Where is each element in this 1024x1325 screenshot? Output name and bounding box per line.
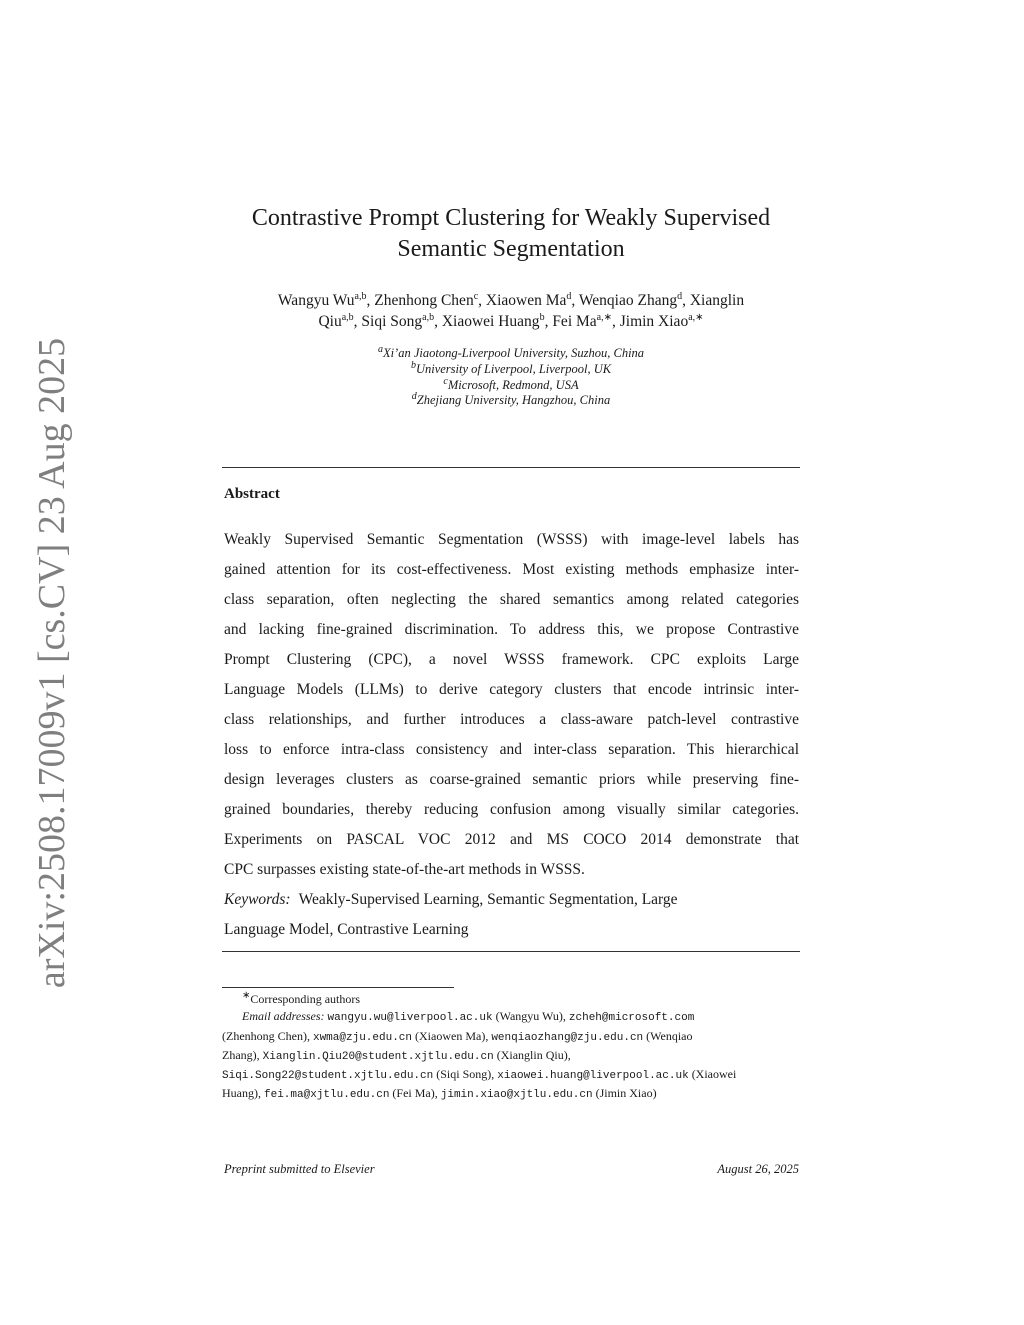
email-owner: (Fei Ma), [389, 1086, 441, 1101]
email-owner: Huang), [222, 1086, 264, 1101]
affiliation-text: Zhejiang University, Hangzhou, China [416, 393, 611, 408]
email-line-2 [222, 1028, 800, 1047]
author-name-part: Xianglin [689, 292, 745, 309]
abstract-line: Weakly Supervised Semantic Segmentation (WSSS) with image-level labels has [224, 531, 799, 548]
email-owner: (Siqi Song), [433, 1067, 498, 1082]
email-owner: (Xiaowen Ma), [412, 1028, 492, 1043]
email-address[interactable]: zcheh@microsoft.com [568, 1012, 695, 1025]
preprint-date: August 26, 2025 [717, 1162, 799, 1176]
author-name: Wangyu Wu [277, 292, 355, 309]
preprint-note: Preprint submitted to Elsevier [224, 1162, 375, 1176]
paper-title [222, 203, 800, 265]
author-affil-mark: d [566, 290, 572, 302]
email-line-3 [222, 1047, 800, 1066]
author-affil-mark: d [677, 290, 683, 302]
author-list [222, 290, 800, 332]
email-address[interactable]: Xianglin.Qiu20@student.xjtlu.edu.cn [262, 1050, 494, 1063]
author-name: Xiaowei Huang [441, 313, 540, 330]
author-affil-mark: a,b [422, 311, 435, 323]
email-address[interactable]: xwma@zju.edu.cn [312, 1031, 413, 1044]
title-line-2: Semantic Segmentation [397, 236, 625, 262]
author-name: Wenqiao Zhang [578, 292, 678, 309]
author-name: Siqi Song [361, 313, 423, 330]
affiliation-mark: d [411, 391, 417, 403]
email-label: Email addresses: [242, 1009, 325, 1024]
email-owner: (Jimin Xiao) [592, 1086, 657, 1101]
email-address[interactable]: Siqi.Song22@student.xjtlu.edu.cn [222, 1070, 434, 1083]
affiliation-mark: a [377, 343, 383, 355]
title-line-1: Contrastive Prompt Clustering for Weakly Supervised [251, 205, 771, 231]
author-name: Fei Ma [552, 313, 597, 330]
footnote-mark: ∗ [242, 990, 251, 1001]
email-owner: (Xianglin Qiu), [493, 1047, 571, 1062]
affiliation-c [222, 375, 800, 394]
author-name: Jimin Xiao [619, 313, 689, 330]
author-affil-mark: a,∗ [596, 311, 612, 323]
affiliation-text: University of Liverpool, Liverpool, UK [415, 361, 612, 376]
abstract-body [224, 525, 799, 885]
email-address[interactable]: jimin.xiao@xjtlu.edu.cn [440, 1089, 593, 1102]
email-owner: (Zhenhong Chen), [222, 1028, 313, 1043]
affiliation-b [222, 359, 800, 378]
email-owner: Zhang), [222, 1047, 263, 1062]
affiliations [222, 343, 800, 409]
email-line-1 [222, 1008, 800, 1027]
abstract-bottom-rule [222, 951, 800, 952]
author-name: Zhenhong Chen [374, 292, 474, 309]
abstract-line: design leverages clusters as coarse-grained semantic priors while preserving fine- [224, 771, 799, 788]
keywords-line-1 [224, 885, 799, 915]
abstract-line: and lacking fine-grained discrimination. To address this, we propose Contrastive [224, 621, 799, 638]
keywords-label: Keywords: [224, 891, 291, 908]
affiliation-mark: b [410, 359, 416, 371]
abstract-top-rule [222, 467, 800, 468]
author-affil-mark: a,∗ [688, 311, 704, 323]
corresponding-note [222, 991, 800, 1008]
authors-line-2: Qiu$^{a,b}$, Siqi Song$^{a,b}$, Xiaowei Huang$^b$, Fei $Ma^{a,∗}$, Jimin Xiao$^{a,∗}$ [318, 311, 704, 330]
abstract-line: gained attention for its cost-effectiveness. Most existing methods emphasize inter- [224, 561, 799, 578]
affiliation-mark: c [443, 375, 448, 387]
keywords-line-2: Language Model, Contrastive Learning [224, 921, 469, 938]
footnote [222, 991, 800, 1105]
abstract-line: Language Models (LLMs) to derive category clusters that encode intrinsic inter- [224, 681, 799, 698]
abstract-line: class separation, often neglecting the shared semantics among related categories [224, 591, 799, 608]
corresponding-text: Corresponding authors [250, 992, 361, 1006]
footnote-rule [222, 987, 454, 988]
authors-line-1: Wangyu Wu$^{a,b}$, Zhenhong Chen$^c$, Xiaowen Ma$^d$, Wenqiao Zhang$^d$, Xianglin [277, 290, 745, 309]
affiliation-a [222, 343, 800, 362]
email-address[interactable]: fei.ma@xjtlu.edu.cn [264, 1089, 390, 1102]
email-address[interactable]: wenqiaozhang@zju.edu.cn [491, 1031, 644, 1044]
email-line-5 [222, 1085, 800, 1104]
author-affil-mark: a,b [341, 311, 354, 323]
email-line-4 [222, 1066, 800, 1085]
email-owner: (Xiaowei [688, 1067, 737, 1082]
author-affil-mark: b [539, 311, 545, 323]
email-owner: (Wangyu Wu), [492, 1009, 569, 1024]
keywords [224, 885, 799, 945]
abstract-line: grained boundaries, thereby reducing confusion among visually similar categories. [224, 801, 799, 818]
email-owner: (Wenqiao [643, 1028, 693, 1043]
author-affil-mark: c [473, 290, 479, 302]
abstract-line: loss to enforce intra-class consistency and inter-class separation. This hierarchical [224, 741, 799, 758]
author-name-part: Qiu [318, 313, 342, 330]
affiliation-text: Xi’an Jiaotong-Liverpool University, Suzhou, China [382, 346, 645, 360]
email-address[interactable]: wangyu.wu@liverpool.ac.uk [327, 1012, 493, 1025]
author-affil-mark: a,b [354, 290, 367, 302]
abstract-line: CPC surpasses existing state-of-the-art methods in WSSS. [224, 861, 585, 878]
abstract-line: class relationships, and further introduces a class-aware patch-level contrastive [224, 711, 799, 728]
author-name: Xiaowen Ma [485, 292, 567, 309]
abstract-line: Experiments on PASCAL VOC 2012 and MS COCO 2014 demonstrate that [224, 831, 799, 848]
abstract-heading: Abstract [224, 486, 280, 502]
affiliation-d [222, 393, 800, 409]
email-address[interactable]: xiaowei.huang@liverpool.ac.uk [497, 1070, 689, 1083]
keywords-text: Weakly-Supervised Learning, Semantic Segmentation, Large [298, 891, 678, 908]
affiliation-text: Microsoft, Redmond, USA [447, 377, 579, 392]
arxiv-identifier: arXiv:2508.17009v1 [cs.CV] 23 Aug 2025 [31, 337, 73, 989]
abstract-line: Prompt Clustering (CPC), a novel WSSS framework. CPC exploits Large [224, 651, 799, 668]
